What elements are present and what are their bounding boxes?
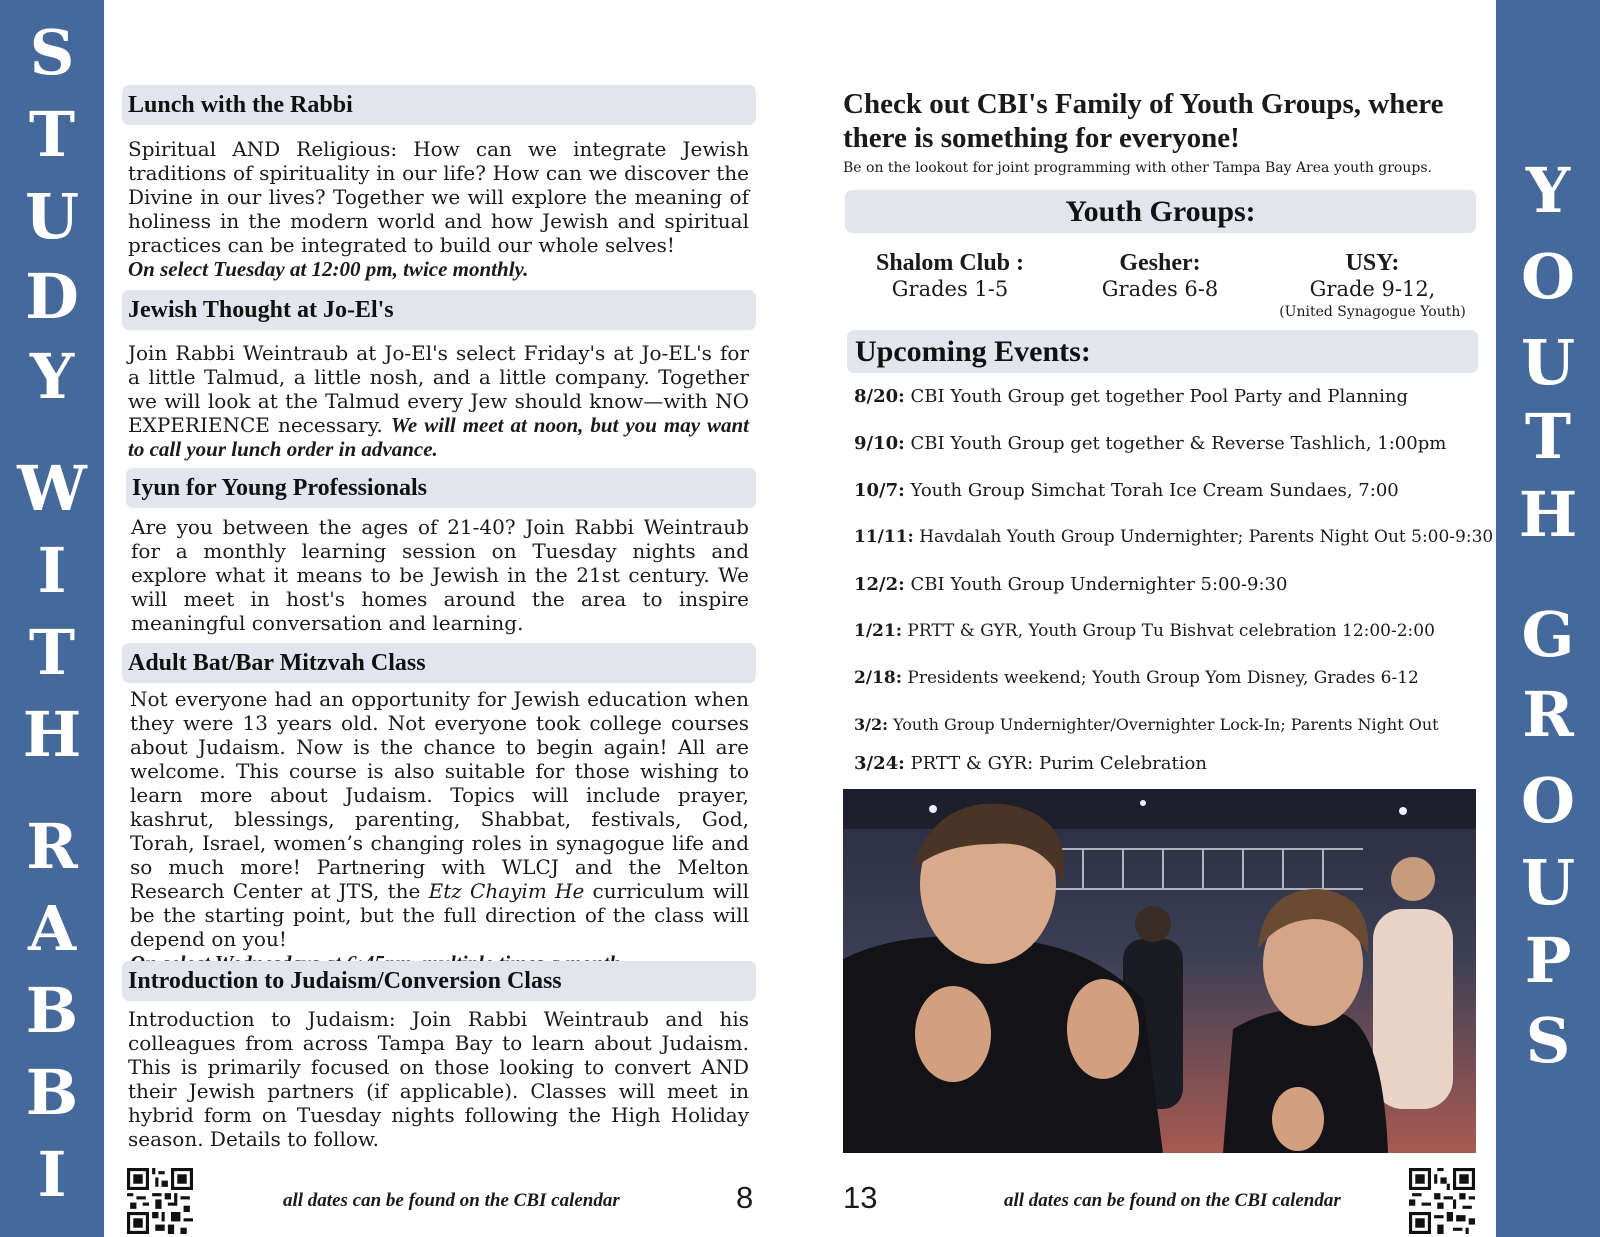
calendar-note-left: all dates can be found on the CBI calendar [283, 1190, 620, 1211]
band-letter: I [37, 534, 67, 607]
page-number-right: 13 [843, 1180, 878, 1215]
band-letter: H [1518, 478, 1578, 551]
joel-description [128, 341, 749, 461]
band-letter: W [17, 452, 87, 525]
band-letter: R [1522, 678, 1574, 751]
event-date: 2/18: [854, 668, 902, 688]
lunch-body: Spiritual AND Religious: How can we integrate Jewish traditions of spirituality in our life? How can we discover the Divine in our lives? Together we will explore the meaning of holiness in the modern world and how Jewish and spiritual practices can be integrated to build our whole selves! [128, 137, 749, 257]
intro-body: Introduction to Judaism: Join Rabbi Weintraub and his colleagues from across Tampa Bay to learn about Judaism. This is primarily focused on those looking to convert AND their Jewish partners (if applicable). Classes will meet in hybrid form on Tuesday nights following the High Holiday season. Details to follow. [128, 1007, 749, 1151]
iyun-body: Are you between the ages of 21-40? Join Rabbi Weintraub for a monthly learning session on Tuesday nights and explore what it means to be Jewish in the 21st century. We will meet in host's homes around the area to inspire meaningful conversation and learning. [131, 515, 749, 635]
group-note: (United Synagogue Youth) [1279, 304, 1466, 320]
event-text: PRTT & GYR: Purim Celebration [904, 753, 1207, 774]
event-text: CBI Youth Group get together Pool Party and Planning [904, 386, 1409, 407]
event-text: CBI Youth Group Undernighter 5:00-9:30 [904, 574, 1288, 595]
study-with-rabbi-band [0, 0, 104, 1237]
group-name: Shalom Club : [875, 250, 1025, 276]
band-letter: B [25, 1056, 79, 1129]
event-item [854, 433, 1446, 454]
band-letter: T [28, 98, 76, 171]
calendar-note-right: all dates can be found on the CBI calendar [1004, 1190, 1341, 1211]
band-letter: Y [1525, 154, 1571, 227]
page-number-left: 8 [736, 1180, 754, 1215]
group-usy [1265, 250, 1480, 322]
group-name: USY: [1345, 250, 1400, 276]
event-text: PRTT & GYR, Youth Group Tu Bishvat celebration 12:00-2:00 [901, 621, 1435, 641]
event-item [854, 386, 1408, 407]
group-grades: Grades 1-5 [891, 277, 1009, 301]
event-date: 11/11: [854, 527, 914, 547]
event-date: 12/2: [854, 574, 905, 595]
event-text: Havdalah Youth Group Undernighter; Parents Night Out 5:00-9:30 [913, 527, 1494, 547]
band-letter: I [37, 1138, 67, 1211]
group-shalom-club [860, 250, 1040, 302]
event-item [854, 668, 1419, 688]
event-text: Youth Group Simchat Torah Ice Cream Sundaes, 7:00 [904, 480, 1399, 501]
mitzvah-description [130, 687, 749, 975]
band-letter: S [29, 16, 75, 89]
event-date: 10/7: [854, 480, 905, 501]
band-letter: G [1521, 598, 1575, 671]
lunch-description [128, 137, 749, 281]
lunch-heading: Lunch with the Rabbi [122, 85, 756, 125]
event-item [854, 621, 1435, 641]
group-grades: Grades 6-8 [1101, 277, 1219, 301]
band-letter: B [25, 974, 79, 1047]
curriculum-title: Etz Chayim He [428, 879, 585, 903]
intro-heading: Introduction to Judaism/Conversion Class [122, 961, 756, 1001]
group-grades: Grade 9-12, [1309, 277, 1436, 301]
band-letter: A [27, 892, 77, 965]
band-letter: U [1520, 846, 1576, 919]
upcoming-events-heading: Upcoming Events: [847, 330, 1478, 373]
event-item [854, 527, 1493, 547]
band-letter: U [1520, 326, 1576, 399]
band-letter: U [24, 180, 80, 253]
event-date: 1/21: [854, 621, 902, 641]
youth-groups-heading: Youth Groups: [845, 190, 1476, 233]
band-letter: Y [29, 340, 75, 413]
mitzvah-body-part-1: Not everyone had an opportunity for Jewish education when they were 13 years old. Not everyone took college courses about Judaism. Now is the chance to begin again! All are welcome. This course is also suitable for those wishing to learn more about Judaism. Topics will include prayer, kashrut, blessings, parenting, Shabbat, festivals, God, Torah, Israel, women’s changing roles in synagogue life and so much more! Partnering with WLCJ and the Melton Research Center at JTS, the [130, 687, 749, 903]
event-date: 8/20: [854, 386, 905, 407]
iyun-heading: Iyun for Young Professionals [126, 468, 756, 508]
lunch-schedule: On select Tuesday at 12:00 pm, twice monthly. [128, 257, 529, 281]
band-letter: D [25, 260, 79, 333]
band-letter: H [22, 698, 82, 771]
joel-schedule: We will meet at noon, but you may want to call your lunch order in advance. [128, 413, 750, 461]
event-text: Presidents weekend; Youth Group Yom Disney, Grades 6-12 [901, 668, 1419, 688]
event-date: 3/2: [854, 715, 889, 734]
youth-headline: Check out CBI's Family of Youth Groups, where there is something for everyone! [843, 88, 1444, 154]
youth-subline: Be on the lookout for joint programming with other Tampa Bay Area youth groups. [843, 160, 1432, 176]
qr-code-left[interactable] [127, 1168, 193, 1234]
event-date: 9/10: [854, 433, 905, 454]
event-item [854, 715, 1439, 734]
qr-code-right[interactable] [1409, 1168, 1475, 1234]
band-letter: P [1524, 924, 1572, 997]
mitzvah-body-part-2: curriculum will be the starting point, but the full direction of the class will depend on you! [130, 879, 749, 951]
band-letter: S [1525, 1004, 1571, 1077]
group-name: Gesher: [1119, 250, 1201, 276]
event-item [854, 574, 1287, 595]
event-date: 3/24: [854, 753, 905, 774]
band-letter: O [1520, 764, 1575, 837]
band-letter: O [1520, 240, 1575, 313]
event-item [854, 480, 1399, 501]
group-gesher [1080, 250, 1240, 302]
event-text: Youth Group Undernighter/Overnighter Lock-In; Parents Night Out [888, 715, 1439, 734]
band-letter: R [26, 810, 78, 883]
band-letter: T [1524, 400, 1572, 473]
mitzvah-heading: Adult Bat/Bar Mitzvah Class [122, 643, 756, 683]
youth-groups-band [1496, 0, 1600, 1237]
joel-body: Join Rabbi Weintraub at Jo-El's select Friday's at Jo-EL's for a little Talmud, a little nosh, and a little company. Together we will look at the Talmud every Jew should know—with NO EXPERIENCE necessary. [128, 341, 749, 437]
youth-group-photo [843, 789, 1476, 1153]
event-text: CBI Youth Group get together & Reverse Tashlich, 1:00pm [904, 433, 1447, 454]
event-item [854, 753, 1207, 774]
band-letter: T [28, 616, 76, 689]
joel-heading: Jewish Thought at Jo-El's [122, 290, 756, 330]
